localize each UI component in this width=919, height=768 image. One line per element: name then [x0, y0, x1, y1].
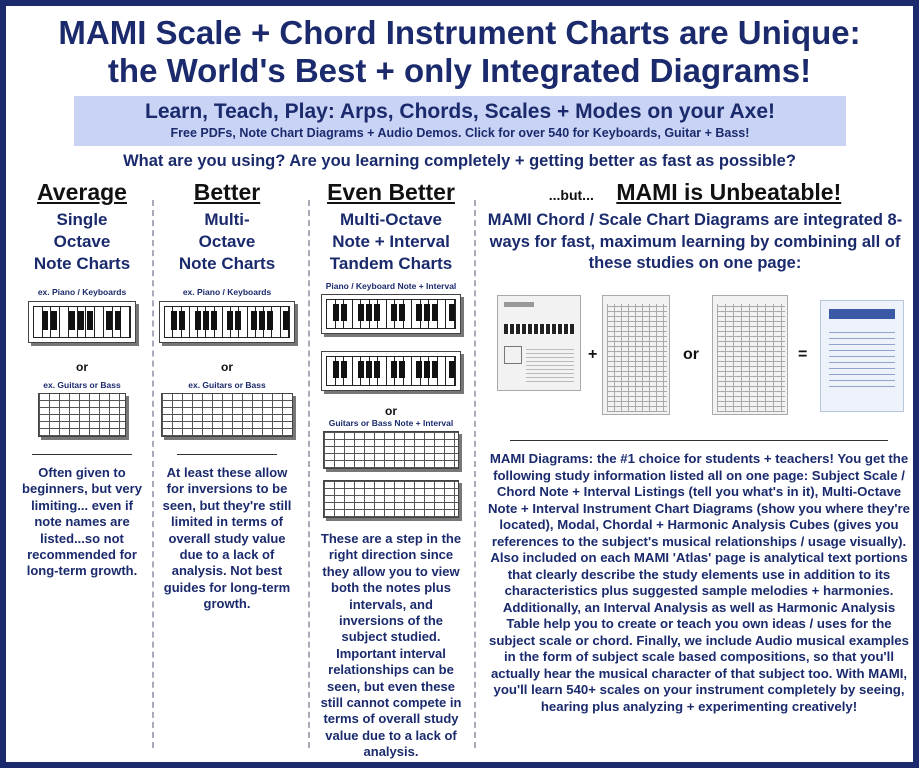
column-subtitle: Multi-Octave Note + Interval Tandem Charts: [329, 210, 453, 273]
column-even-better: [316, 178, 466, 761]
keyboard-chart-thumbnail: [712, 295, 788, 415]
mami-intro: MAMI Chord / Scale Chart Diagrams are integrated 8-ways for fast, maximum learning by combining all of these studies on one page:: [487, 211, 903, 272]
keyboard-diagram-upper: [321, 294, 461, 334]
or-label: or: [76, 360, 88, 374]
column-mami: [480, 178, 910, 275]
column-subtitle: Single Octave Note Charts: [33, 210, 131, 273]
fretboard-chart-thumbnail: [602, 295, 670, 415]
column-heading: Even Better: [327, 179, 455, 205]
keyboard-label: ex. Piano / Keyboards: [37, 287, 127, 297]
fretboard-diagram: [161, 393, 293, 437]
banner-headline: Learn, Teach, Play: Arps, Chords, Scales + Modes on your Axe!: [145, 100, 775, 123]
fretboard-diagram-lower: [323, 480, 459, 518]
column-separator: [474, 200, 476, 748]
mami-book-image: [820, 300, 904, 412]
column-heading: Better: [193, 179, 261, 205]
banner-link[interactable]: [74, 96, 846, 146]
title-line-2: the World's Best + only Integrated Diagrams!: [107, 52, 812, 89]
plus-sign: +: [588, 346, 598, 363]
column-subtitle: Multi- Octave Note Charts: [178, 210, 276, 273]
column-separator: [308, 200, 310, 748]
mami-heading: MAMI is Unbeatable!: [616, 179, 842, 205]
mami-description: MAMI Diagrams: the #1 choice for students + teachers! You get the following study information listed all on one page: Subject Scale / Chord Note + Interval Listings (tell you what's in it), Multi-Octave Note + Interval Instrument Chart Diagrams (show you where they're located), Modal, Chordal + Harmonic Analysis Cubes (gives you references to the subject's musical relationships / usage visually). Also included on each MAMI 'Atlas' page is analytical text portions that clearly describe the study elements use in addition to its characteristics plus suggested sample melodies + harmonies. Additionally, an Interval Analysis as well as Harmonic Analysis Table help you to create or teach you own ideas / uses for the subject scale or chord. Finally, we include Audio musical examples in the form of subject scale based compositions, so that you'll actually hear the musical character of that subject too. With MAMI, you'll learn 540+ scales on your instrument completely by seeing, hearing plus analyzing + experimenting creatively!: [488, 451, 910, 714]
banner-subline: Free PDFs, Note Chart Diagrams + Audio Demos. Click for over 540 for Keyboards, Guitar + Bass!: [170, 126, 750, 140]
keyboard-label: Piano / Keyboard Note + Interval: [325, 281, 457, 291]
keyboard-diagram-lower: [321, 351, 461, 391]
page-title: [6, 14, 913, 90]
mami-divider: [510, 440, 888, 441]
keyboard-diagram: [28, 301, 136, 343]
or-label: or: [385, 404, 397, 418]
equals-sign: =: [798, 346, 808, 363]
column-description: These are a step in the right direction since they allow you to view both the notes plus intervals, and inversions of the subject studied. Important interval relationships can be seen, but even these still cannot compete in terms of overall study value due to a lack of analysis.: [320, 531, 462, 760]
column-description: Often given to beginners, but very limiting... even if note names are listed...so not recommended for long-term growth.: [22, 465, 142, 579]
column-better: [158, 178, 296, 613]
mami-prefix: ...but...: [548, 187, 594, 203]
column-average: [18, 178, 146, 580]
guitar-label: ex. Guitars or Bass: [188, 380, 266, 390]
divider: [177, 454, 277, 455]
guitar-label: ex. Guitars or Bass: [43, 380, 121, 390]
column-description: At least these allow for inversions to be seen, but they're still limited in terms of overall study value due to a lack of analysis. Not best guides for long-term growth.: [162, 465, 292, 612]
keyboard-diagram: [159, 301, 295, 343]
question-text: What are you using? Are you learning completely + getting better as fast as possible?: [123, 152, 796, 170]
column-separator: [152, 200, 154, 748]
title-line-1: MAMI Scale + Chord Instrument Charts are Unique:: [58, 14, 861, 51]
or-sign: or: [683, 346, 699, 363]
atlas-page-thumbnail: [497, 295, 581, 391]
guitar-label: Guitars or Bass Note + Interval: [328, 418, 454, 428]
fretboard-diagram: [38, 393, 126, 437]
fretboard-diagram-upper: [323, 431, 459, 469]
column-heading: Average: [37, 179, 127, 205]
or-label: or: [221, 360, 233, 374]
divider: [32, 454, 132, 455]
keyboard-label: ex. Piano / Keyboards: [182, 287, 272, 297]
